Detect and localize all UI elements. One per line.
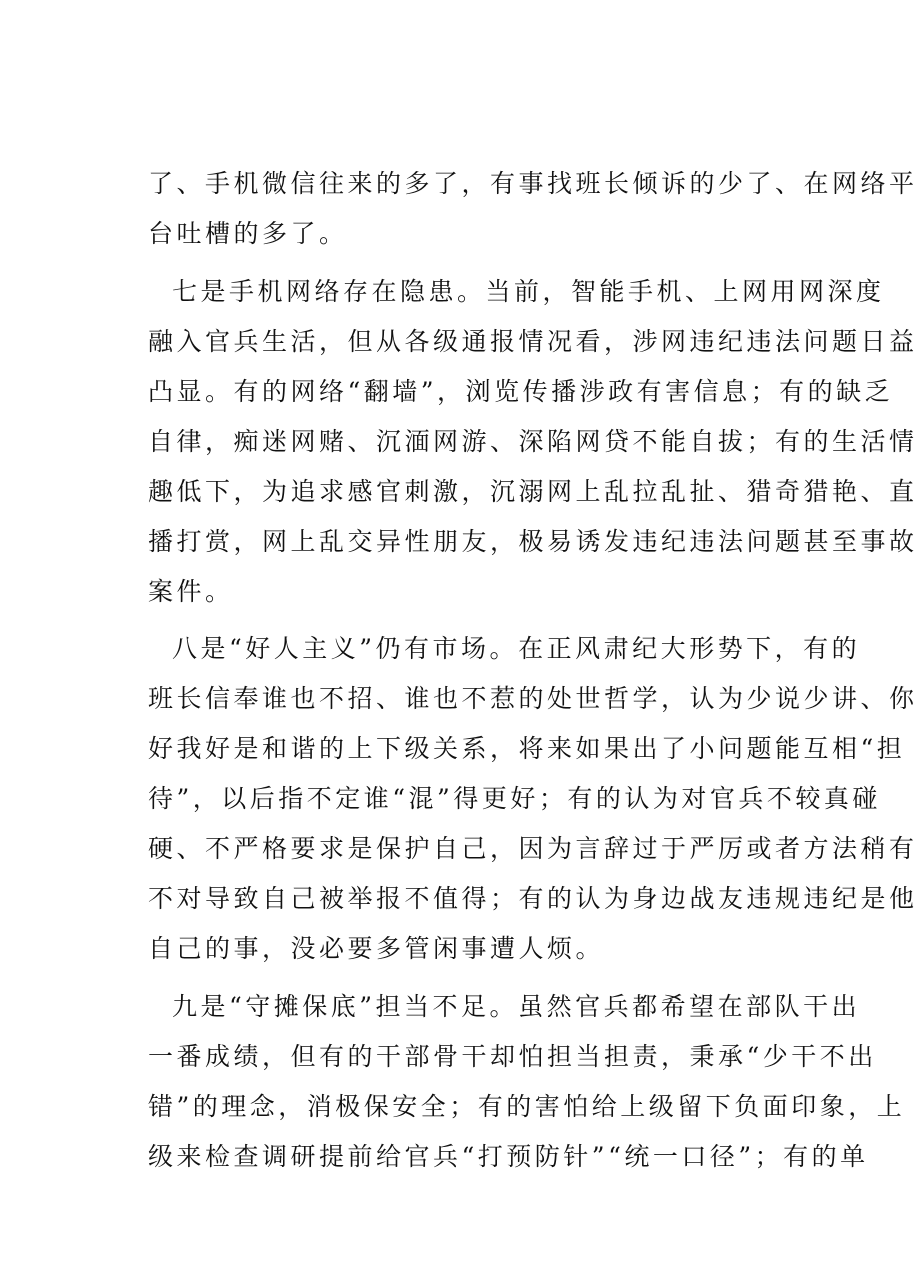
text-line: 班长信奉谁也不招、谁也不惹的处世哲学，认为少说少讲、你 <box>148 684 918 713</box>
text-line: 案件。 <box>148 577 234 606</box>
text-line: 台吐槽的多了。 <box>148 219 348 248</box>
paragraph-start-line: 九是“守摊保底”担当不足。虽然官兵都希望在部队干出 <box>172 992 861 1021</box>
text-line: 自己的事，没必要多管闲事遭人烦。 <box>148 934 605 963</box>
text-line: 错”的理念，消极保安全；有的害怕给上级留下负面印象，上 <box>148 1092 906 1121</box>
text-line: 好我好是和谐的上下级关系，将来如果出了小问题能互相“担 <box>148 734 906 763</box>
text-line: 自律，痴迷网赌、沉湎网游、深陷网贷不能自拔；有的生活情 <box>148 427 918 456</box>
text-line: 凸显。有的网络“翻墙”，浏览传播涉政有害信息；有的缺乏 <box>148 377 894 406</box>
text-line: 融入官兵生活，但从各级通报情况看，涉网违纪违法问题日益 <box>148 327 918 356</box>
text-line: 待”，以后指不定谁“混”得更好；有的认为对官兵不较真碰 <box>148 784 881 813</box>
text-line: 硬、不严格要求是保护自己，因为言辞过于严厉或者方法稍有 <box>148 834 918 863</box>
paragraph-start-line: 七是手机网络存在隐患。当前，智能手机、上网用网深度 <box>172 277 885 306</box>
text-line: 了、手机微信往来的多了，有事找班长倾诉的少了、在网络平 <box>148 169 918 198</box>
paragraph-start-line: 八是“好人主义”仍有市场。在正风肃纪大形势下，有的 <box>172 634 861 663</box>
text-line: 播打赏，网上乱交异性朋友，极易诱发违纪违法问题甚至事故 <box>148 527 918 556</box>
text-line: 趣低下，为追求感官刺激，沉溺网上乱拉乱扯、猎奇猎艳、直 <box>148 477 918 506</box>
text-line: 不对导致自己被举报不值得；有的认为身边战友违规违纪是他 <box>148 884 918 913</box>
text-line: 一番成绩，但有的干部骨干却怕担当担责，秉承“少干不出 <box>148 1042 877 1071</box>
text-line: 级来检查调研提前给官兵“打预防针”“统一口径”；有的单 <box>148 1142 869 1171</box>
